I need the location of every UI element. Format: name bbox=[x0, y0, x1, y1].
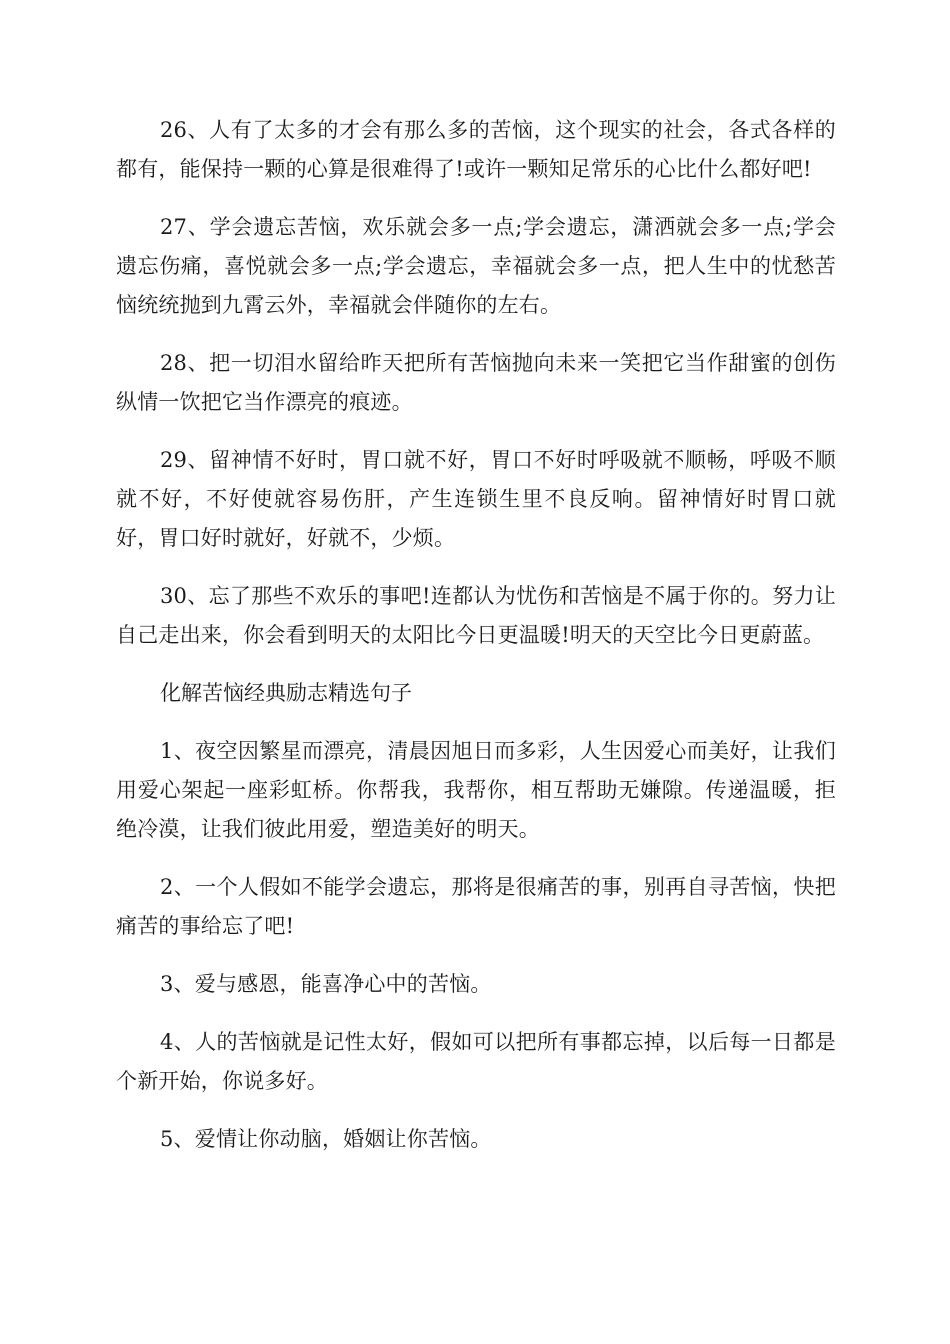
section-paragraph-1: 1、夜空因繁星而漂亮，清晨因旭日而多彩，人生因爱心而美好，让我们用爱心架起一座彩虹桥。你帮我，我帮你，相互帮助无嫌隙。传递温暖，拒绝冷漠，让我们彼此用爱，塑造美好的明天。 bbox=[116, 739, 836, 841]
paragraph-29: 29、留神情不好时，胃口就不好，胃口不好时呼吸就不顺畅，呼吸不顺就不好，不好使就容易伤肝，产生连锁生里不良反响。留神情好时胃口就好，胃口好时就好，好就不，少烦。 bbox=[116, 448, 836, 550]
paragraph-26: 26、人有了太多的才会有那么多的苦恼，这个现实的社会，各式各样的都有，能保持一颗的心算是很难得了!或许一颗知足常乐的心比什么都好吧! bbox=[116, 118, 836, 181]
document-page bbox=[116, 111, 836, 1178]
paragraph-28: 28、把一切泪水留给昨天把所有苦恼抛向未来一笑把它当作甜蜜的创伤纵情一饮把它当作漂亮的痕迹。 bbox=[116, 351, 836, 414]
section-paragraph-5: 5、爱情让你动脑，婚姻让你苦恼。 bbox=[160, 1127, 492, 1151]
paragraph-30: 30、忘了那些不欢乐的事吧!连都认为忧伤和苦恼是不属于你的。努力让自己走出来，你会看到明天的太阳比今日更温暖!明天的天空比今日更蔚蓝。 bbox=[116, 584, 836, 647]
section-paragraph-3: 3、爱与感恩，能喜净心中的苦恼。 bbox=[160, 972, 492, 996]
section-paragraph-4: 4、人的苦恼就是记性太好，假如可以把所有事都忘掉，以后每一日都是个新开始，你说多好。 bbox=[116, 1030, 836, 1093]
section-paragraph-2: 2、一个人假如不能学会遗忘，那将是很痛苦的事，别再自寻苦恼，快把痛苦的事给忘了吧! bbox=[116, 875, 836, 938]
paragraph-27: 27、学会遗忘苦恼，欢乐就会多一点;学会遗忘，潇洒就会多一点;学会遗忘伤痛，喜悦就会多一点;学会遗忘，幸福就会多一点，把人生中的忧愁苦恼统统抛到九霄云外，幸福就会伴随你的左右。 bbox=[116, 215, 836, 317]
section-heading: 化解苦恼经典励志精选句子 bbox=[160, 681, 412, 705]
